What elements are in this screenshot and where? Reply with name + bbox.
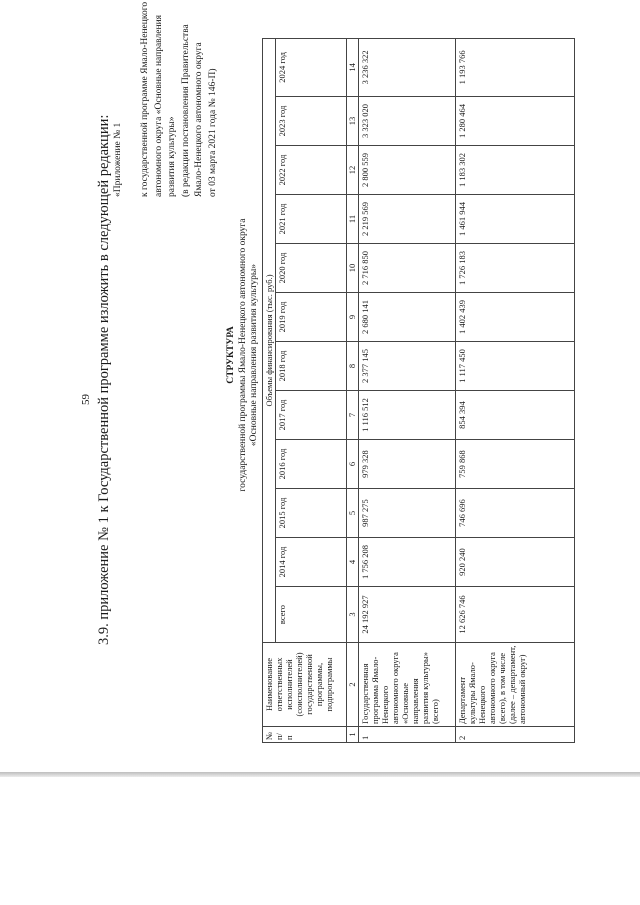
title-line: СТРУКТУРА xyxy=(226,326,236,384)
header-total: всего xyxy=(276,587,347,643)
page-edge-shadow xyxy=(0,772,640,777)
column-index: 10 xyxy=(347,244,359,293)
header-year: 2020 год xyxy=(276,244,347,293)
row-name: Департамент культуры Ямало-Ненецкого автономного округа (всего), в том числе (далее – департамент, автономный округ) xyxy=(456,643,575,727)
table-row xyxy=(359,38,456,742)
column-index: 6 xyxy=(347,440,359,489)
column-index: 11 xyxy=(347,195,359,244)
row-value: 12 626 746 xyxy=(456,587,575,643)
row-value: 24 192 927 xyxy=(359,587,456,643)
column-index: 9 xyxy=(347,293,359,342)
column-index: 5 xyxy=(347,489,359,538)
appendix-line: Ямало-Ненецкого автономного округа xyxy=(194,42,204,197)
row-value: 1 280 464 xyxy=(456,97,575,146)
column-index: 3 xyxy=(347,587,359,643)
row-value: 1 402 439 xyxy=(456,293,575,342)
header-num: № п/п xyxy=(263,727,347,743)
row-value: 1 193 766 xyxy=(456,38,575,96)
row-name: Государственная программа Ямало-Ненецкого автономного округа «Основные направления развития культуры» (всего) xyxy=(359,643,456,727)
header-financing: Объемы финансирования (тыс. руб.) xyxy=(263,38,276,642)
row-value: 1 117 450 xyxy=(456,342,575,391)
row-value: 854 394 xyxy=(456,391,575,440)
header-year: 2023 год xyxy=(276,97,347,146)
header-year: 2017 год xyxy=(276,391,347,440)
header-year: 2021 год xyxy=(276,195,347,244)
header-year: 2016 год xyxy=(276,440,347,489)
appendix-line: (в редакции постановления Правительства xyxy=(180,24,191,197)
header-year: 2015 год xyxy=(276,489,347,538)
header-name: Наименование ответственных исполнителей (соисполнителей) государственной программы, подпрограммы xyxy=(263,643,347,727)
row-value: 759 868 xyxy=(456,440,575,489)
row-value: 3 323 020 xyxy=(359,97,456,146)
header-year: 2022 год xyxy=(276,146,347,195)
header-year: 2018 год xyxy=(276,342,347,391)
column-index: 7 xyxy=(347,391,359,440)
column-index: 4 xyxy=(347,538,359,587)
row-num: 2 xyxy=(456,727,575,743)
appendix-line: к государственной программе Ямало-Ненецкого xyxy=(140,1,150,197)
row-value: 1 756 208 xyxy=(359,538,456,587)
section-heading: 3.9. приложение № 1 к Государственной программе изложить в следующей редакции: xyxy=(96,114,112,645)
appendix-line xyxy=(126,2,140,197)
row-value: 1 183 302 xyxy=(456,146,575,195)
document-title xyxy=(226,205,261,505)
column-index: 1 xyxy=(347,727,359,743)
row-value: 2 800 559 xyxy=(359,146,456,195)
row-value: 1 726 183 xyxy=(456,244,575,293)
appendix-line: автономного округа «Основные направления xyxy=(153,14,164,197)
title-line: государственной программы Ямало-Ненецкого автономного округа xyxy=(237,218,248,492)
column-index: 12 xyxy=(347,146,359,195)
header-year: 2019 год xyxy=(276,293,347,342)
title-line: «Основные направления развития культуры» xyxy=(249,263,259,447)
header-year: 2024 год xyxy=(276,38,347,96)
row-value: 746 696 xyxy=(456,489,575,538)
row-value: 1 461 944 xyxy=(456,195,575,244)
row-value: 2 219 569 xyxy=(359,195,456,244)
structure-table xyxy=(262,38,575,743)
appendix-reference xyxy=(112,2,220,197)
table-row xyxy=(456,38,575,742)
page-number: 59 xyxy=(80,394,92,405)
row-value: 2 377 145 xyxy=(359,342,456,391)
row-value: 2 680 141 xyxy=(359,293,456,342)
appendix-line: развития культуры» xyxy=(167,116,177,197)
column-index: 14 xyxy=(347,38,359,96)
column-index: 2 xyxy=(347,643,359,727)
appendix-line: от 03 марта 2021 года № 146-П) xyxy=(207,68,218,197)
row-value: 920 240 xyxy=(456,538,575,587)
row-value: 987 275 xyxy=(359,489,456,538)
column-index: 13 xyxy=(347,97,359,146)
appendix-line: «Приложение № 1 xyxy=(113,122,123,197)
row-value: 2 716 850 xyxy=(359,244,456,293)
header-year: 2014 год xyxy=(276,538,347,587)
column-index: 8 xyxy=(347,342,359,391)
row-value: 979 328 xyxy=(359,440,456,489)
row-num: 1 xyxy=(359,727,456,743)
column-index-row xyxy=(347,38,359,742)
row-value: 3 236 322 xyxy=(359,38,456,96)
row-value: 1 116 512 xyxy=(359,391,456,440)
